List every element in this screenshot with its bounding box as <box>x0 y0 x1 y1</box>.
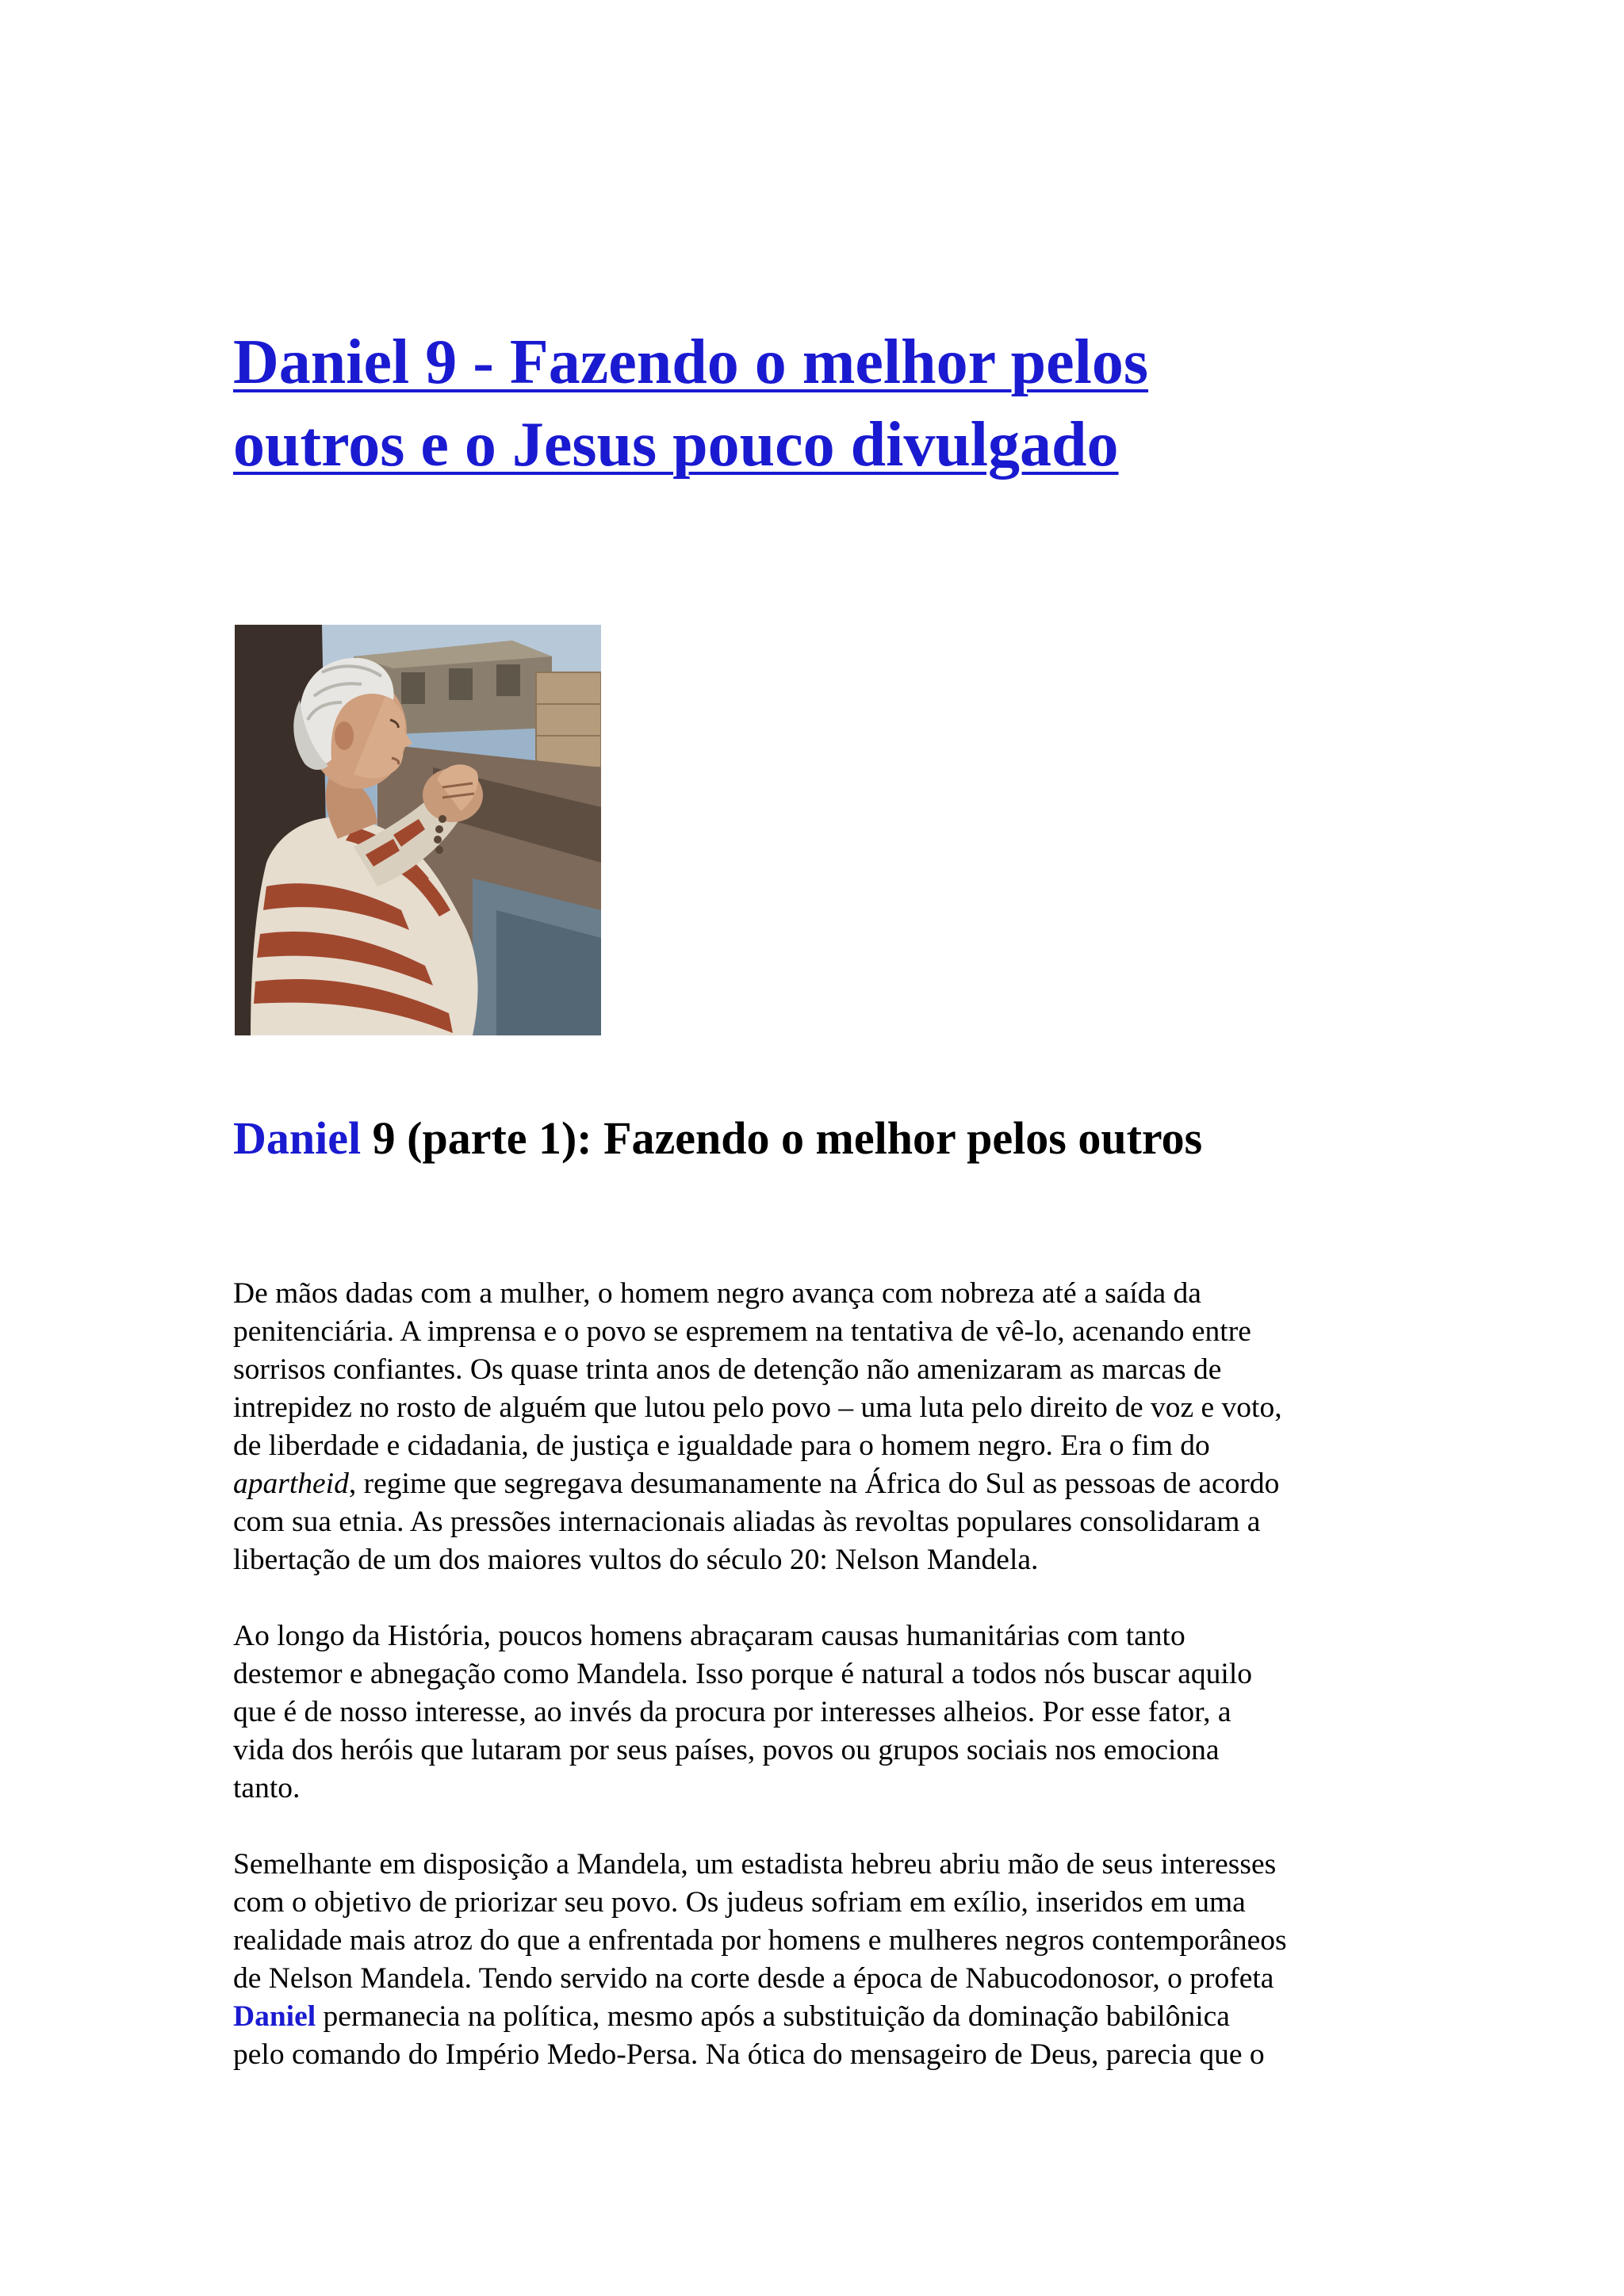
paragraph-2-line: que é de nosso interesse, ao invés da procura por interesses alheios. Por esse fator, a <box>233 1696 1231 1728</box>
paragraph-3-line: com o objetivo de priorizar seu povo. Os judeus sofriam em exílio, inseridos em uma <box>233 1886 1246 1919</box>
apartheid-term: apartheid <box>233 1468 349 1500</box>
paragraph-2-line: tanto. <box>233 1772 301 1804</box>
paragraph-1-line: intrepidez no rosto de alguém que lutou pelo povo – uma luta pelo direito de voz e voto, <box>233 1391 1282 1424</box>
page-title <box>233 321 1423 486</box>
section-heading-rest: 9 (parte 1): Fazendo o melhor pelos outros <box>361 1112 1203 1164</box>
daniel-heading-link[interactable]: Daniel <box>233 1112 362 1164</box>
title-link[interactable] <box>233 321 1423 486</box>
title-line-2: outros e o Jesus pouco divulgado <box>233 410 1119 480</box>
paragraph-1-line: penitenciária. A imprensa e o povo se espremem na tentativa de vê-lo, acenando entre <box>233 1315 1251 1348</box>
paragraph-1-line: sorrisos confiantes. Os quase trinta anos de detenção não amenizaram as marcas de <box>233 1353 1222 1386</box>
article-body <box>233 1275 1438 2112</box>
paragraph-2-line: destemor e abnegação como Mandela. Isso porque é natural a todos nós buscar aquilo <box>233 1658 1252 1690</box>
paragraph-3-line <box>233 1998 1438 2036</box>
paragraph-3-line: de Nelson Mandela. Tendo servido na corte desde a época de Nabucodonosor, o profeta <box>233 1962 1274 1995</box>
paragraph-1-line: com sua etnia. As pressões internacionais aliadas às revoltas populares consolidaram a <box>233 1506 1261 1538</box>
paragraph-3 <box>233 1846 1438 2074</box>
daniel-link[interactable]: Daniel <box>233 2000 316 2033</box>
paragraph-2-line: vida dos heróis que lutaram por seus países, povos ou grupos sociais nos emociona <box>233 1734 1220 1766</box>
paragraph-1-line: libertação de um dos maiores vultos do século 20: Nelson Mandela. <box>233 1544 1039 1576</box>
paragraph-2-line: Ao longo da História, poucos homens abraçaram causas humanitárias com tanto <box>233 1620 1185 1652</box>
praying-man-illustration <box>235 625 601 1035</box>
paragraph-1 <box>233 1275 1438 1579</box>
paragraph-3-line-rest: permanecia na política, mesmo após a substituição da dominação babilônica <box>316 2000 1230 2033</box>
paragraph-1-line <box>233 1465 1438 1503</box>
paragraph-3-line: pelo comando do Império Medo-Persa. Na ótica do mensageiro de Deus, parecia que o <box>233 2038 1265 2071</box>
paragraph-1-line-rest: , regime que segregava desumanamente na África do Sul as pessoas de acordo <box>348 1468 1280 1500</box>
title-line-1: Daniel 9 - Fazendo o melhor pelos <box>233 327 1149 397</box>
paragraph-3-line: Semelhante em disposição a Mandela, um estadista hebreu abriu mão de seus interesses <box>233 1848 1277 1881</box>
section-heading <box>233 1108 1202 1169</box>
paragraph-1-line: De mãos dadas com a mulher, o homem negro avança com nobreza até a saída da <box>233 1277 1201 1310</box>
paragraph-2 <box>233 1617 1438 1808</box>
paragraph-3-line: realidade mais atroz do que a enfrentada por homens e mulheres negros contemporâneos <box>233 1924 1287 1957</box>
paragraph-1-line: de liberdade e cidadania, de justiça e igualdade para o homem negro. Era o fim do <box>233 1429 1210 1462</box>
